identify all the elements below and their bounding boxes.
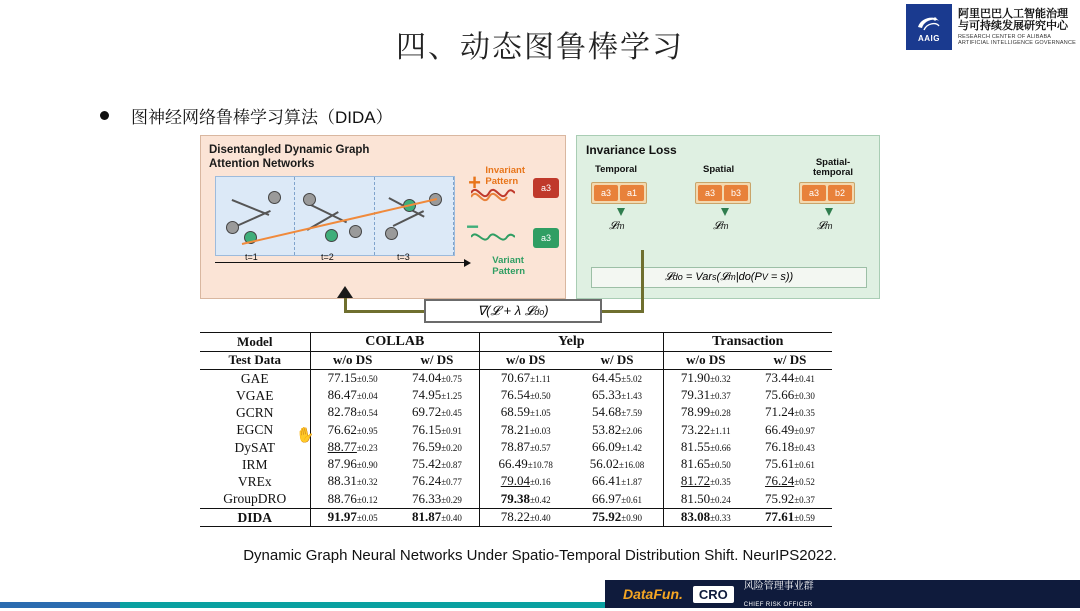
cell-value: 81.87±0.40 xyxy=(395,508,480,526)
cell-value: 78.21±0.03 xyxy=(480,421,572,438)
panel-invariance-loss xyxy=(576,135,880,299)
cell-value: 73.44±0.41 xyxy=(764,369,815,385)
cell-value: 88.31±0.32 xyxy=(310,473,395,490)
table-row xyxy=(200,490,832,508)
bullet-dot-icon xyxy=(100,111,109,120)
cell-value: 64.45±5.02 xyxy=(592,369,642,385)
chip-variant: a3 xyxy=(533,228,559,248)
cell-value: 56.02±16.08 xyxy=(589,456,645,472)
cell-value: 78.99±0.28 xyxy=(663,404,748,421)
cell-value: 71.90±0.32 xyxy=(663,369,748,387)
loss-symbol-spatial-temporal: 𝓛m xyxy=(817,220,833,232)
cell-value: 91.97±0.05 xyxy=(310,508,395,526)
variant-wave-icon xyxy=(471,226,515,248)
feedback-arrow-icon xyxy=(337,286,353,298)
cell-value: 65.33±1.43 xyxy=(592,387,642,403)
left-panel-title-line2: Attention Networks xyxy=(209,158,315,171)
table-row xyxy=(200,404,832,421)
cell-value: 53.82±2.06 xyxy=(592,421,642,437)
cell-value: 86.47±0.04 xyxy=(310,387,395,404)
cell-value: 70.67±1.11 xyxy=(480,369,572,387)
timestep-label-2: t=2 xyxy=(321,252,334,262)
cell-value: 75.92±0.37 xyxy=(748,490,832,508)
cell-model: GCRN xyxy=(235,405,274,421)
cell-value: 81.65±0.50 xyxy=(663,456,748,473)
cell-value: 78.87±0.57 xyxy=(480,439,572,456)
table-row xyxy=(200,456,832,473)
figure-diagram xyxy=(200,135,880,299)
gradient-objective-text: ∇(𝓛 + λ 𝓛do) xyxy=(477,303,549,318)
cell-model: VGAE xyxy=(236,387,274,403)
logo-en-line2: ARTIFICIAL INTELLIGENCE GOVERNANCE xyxy=(957,40,1076,47)
subcol-collab-wds: w/ DS xyxy=(395,351,480,369)
connector-segment-left-up xyxy=(344,298,347,312)
chip-invariant: a3 xyxy=(533,178,559,198)
cell-value: 87.96±0.90 xyxy=(310,456,395,473)
cell-value: 76.15±0.91 xyxy=(411,421,462,437)
cell-value: 79.31±0.37 xyxy=(663,387,748,404)
cell-value: 54.68±7.59 xyxy=(592,404,642,420)
cro-cn: 风险管理事业群 xyxy=(743,581,814,593)
arrow-down-temporal-icon xyxy=(617,208,625,216)
column-head-temporal: Temporal xyxy=(595,164,638,175)
cell-model: DySAT xyxy=(234,439,275,455)
minus-sign: − xyxy=(466,214,479,239)
subcol-transaction-wods: w/o DS xyxy=(663,351,748,369)
cell-value: 68.59±1.05 xyxy=(480,404,572,421)
loss-symbol-temporal: 𝓛m xyxy=(609,220,625,232)
logo-en-line1: RESEARCH CENTER OF ALIBABA xyxy=(957,33,1052,40)
cell-value: 81.50±0.24 xyxy=(663,490,748,508)
bullet-row xyxy=(100,103,393,128)
cell-value: 81.55±0.66 xyxy=(663,439,748,456)
cell-value: 74.04±0.75 xyxy=(411,369,462,385)
cell-value: 75.66±0.30 xyxy=(764,387,815,403)
subcol-yelp-wds: w/ DS xyxy=(571,351,663,369)
cell-value: 88.77±0.23 xyxy=(310,439,395,456)
cell-value: 76.54±0.50 xyxy=(480,387,572,404)
cell-model: DIDA xyxy=(200,508,310,526)
gradient-objective-box xyxy=(424,299,602,323)
cell-value: 77.61±0.59 xyxy=(748,508,832,526)
cell-value: 76.18±0.43 xyxy=(764,438,815,454)
loss-symbol-spatial: 𝓛m xyxy=(713,220,729,232)
invariance-equation: 𝓛do = Vars(𝓛m|do(PV = s)) xyxy=(591,267,867,288)
table-header-groups xyxy=(200,333,832,352)
cell-value: 74.95±1.25 xyxy=(411,387,462,403)
time-axis xyxy=(215,262,465,263)
cell-value: 83.08±0.33 xyxy=(663,508,748,526)
cell-value: 66.41±1.87 xyxy=(592,473,642,489)
panel-disentangled-dynamic-graph xyxy=(200,135,566,299)
right-panel-title: Invariance Loss xyxy=(586,143,677,157)
cro-text xyxy=(744,577,814,611)
arrow-down-spatial-icon xyxy=(721,208,729,216)
cell-value: 76.24±0.52 xyxy=(764,473,815,489)
graph-segment-t1 xyxy=(216,177,295,255)
cell-value: 82.78±0.54 xyxy=(310,404,395,421)
table-row xyxy=(200,439,832,456)
col-testdata: Test Data xyxy=(200,351,310,369)
col-model: Model xyxy=(200,333,310,352)
connector-segment-left xyxy=(344,310,426,313)
table-row xyxy=(200,473,832,490)
table-row xyxy=(200,508,832,526)
left-panel-title-line1: Disentangled Dynamic Graph xyxy=(209,144,370,156)
col-group-collab: COLLAB xyxy=(310,333,480,352)
cell-value: 75.42±0.87 xyxy=(411,456,462,472)
column-head-spatial-temporal: Spatial- temporal xyxy=(812,157,854,179)
timestep-label-3: t=3 xyxy=(397,252,410,262)
variant-pattern-label: Variant Pattern xyxy=(492,255,525,277)
plus-sign: + xyxy=(468,170,481,195)
cell-value: 79.04±0.16 xyxy=(480,473,572,490)
cell-value: 77.15±0.50 xyxy=(310,369,395,387)
invariant-pattern-label: Invariant Pattern xyxy=(485,165,525,187)
pair-temporal: a3 a1 xyxy=(591,182,647,204)
cell-model: EGCN xyxy=(236,422,274,438)
graph-timeline-box xyxy=(215,176,455,256)
cell-value: 76.59±0.20 xyxy=(411,438,462,454)
cell-value: 73.22±1.11 xyxy=(663,421,748,438)
subcol-transaction-wds: w/ DS xyxy=(748,351,832,369)
cell-value: 76.24±0.77 xyxy=(411,473,462,489)
cell-model: IRM xyxy=(241,456,268,472)
subcol-collab-wods: w/o DS xyxy=(310,351,395,369)
cell-value: 69.72±0.45 xyxy=(411,404,462,420)
logo-cn-line1: 阿里巴巴人工智能治理 xyxy=(957,7,1068,20)
cell-value: 66.09±1.42 xyxy=(592,438,642,454)
graph-segment-t3 xyxy=(375,177,454,255)
page-title: 四、动态图鲁棒学习 xyxy=(396,31,684,64)
figure-caption: Dynamic Graph Neural Networks Under Spatio-Temporal Distribution Shift. NeurIPS2022. xyxy=(243,547,837,564)
pair-spatial: a3 b3 xyxy=(695,182,751,204)
cell-value: 76.33±0.29 xyxy=(395,490,480,508)
datafun-logo: DataFun. xyxy=(623,586,683,602)
cell-value: 76.62±0.95 xyxy=(310,421,395,438)
cell-model: VREx xyxy=(237,474,272,490)
table-body xyxy=(200,369,832,526)
cro-badge: CRO xyxy=(693,586,734,603)
cell-model: GAE xyxy=(240,370,269,386)
cell-value: 66.49±0.97 xyxy=(764,421,815,437)
cell-value: 66.49±10.78 xyxy=(480,456,572,473)
cell-value: 75.61±0.61 xyxy=(764,456,815,472)
col-group-yelp: Yelp xyxy=(480,333,664,352)
cell-value: 78.22±0.40 xyxy=(480,508,572,526)
bullet-label: 图神经网络鲁棒学习算法（DIDA） xyxy=(131,108,393,127)
footer-bar xyxy=(0,580,1080,608)
cell-value: 88.76±0.12 xyxy=(310,490,395,508)
mouse-cursor-icon: ✋ xyxy=(294,425,316,446)
cell-value: 81.72±0.35 xyxy=(663,473,748,490)
table-header-subcols xyxy=(200,351,832,369)
footer-blue-bar xyxy=(0,602,120,608)
cell-value: 71.24±0.35 xyxy=(764,404,815,420)
arrow-down-spatial-temporal-icon xyxy=(825,208,833,216)
subcol-yelp-wods: w/o DS xyxy=(480,351,572,369)
node-a-t2 xyxy=(325,229,338,242)
connector-segment-right xyxy=(600,310,644,313)
table-row xyxy=(200,369,832,387)
footer-right-block xyxy=(605,580,1080,608)
aaig-text: AAIG xyxy=(917,34,940,43)
timestep-label-1: t=1 xyxy=(245,252,258,262)
connector-segment-vertical xyxy=(641,250,644,312)
table-row xyxy=(200,387,832,404)
cell-value: 79.38±0.42 xyxy=(480,490,572,508)
cell-value: 66.97±0.61 xyxy=(571,490,663,508)
cell-value: 75.92±0.90 xyxy=(571,508,663,526)
cell-model: GroupDRO xyxy=(200,490,310,508)
pair-spatial-temporal: a3 b2 xyxy=(799,182,855,204)
logo-cn-line2: 与可持续发展研究中心 xyxy=(957,20,1068,33)
cro-en: CHIEF RISK OFFICER xyxy=(743,602,813,608)
col-group-transaction: Transaction xyxy=(663,333,832,352)
column-head-spatial: Spatial xyxy=(703,164,735,175)
footer-left-strip xyxy=(0,580,605,608)
